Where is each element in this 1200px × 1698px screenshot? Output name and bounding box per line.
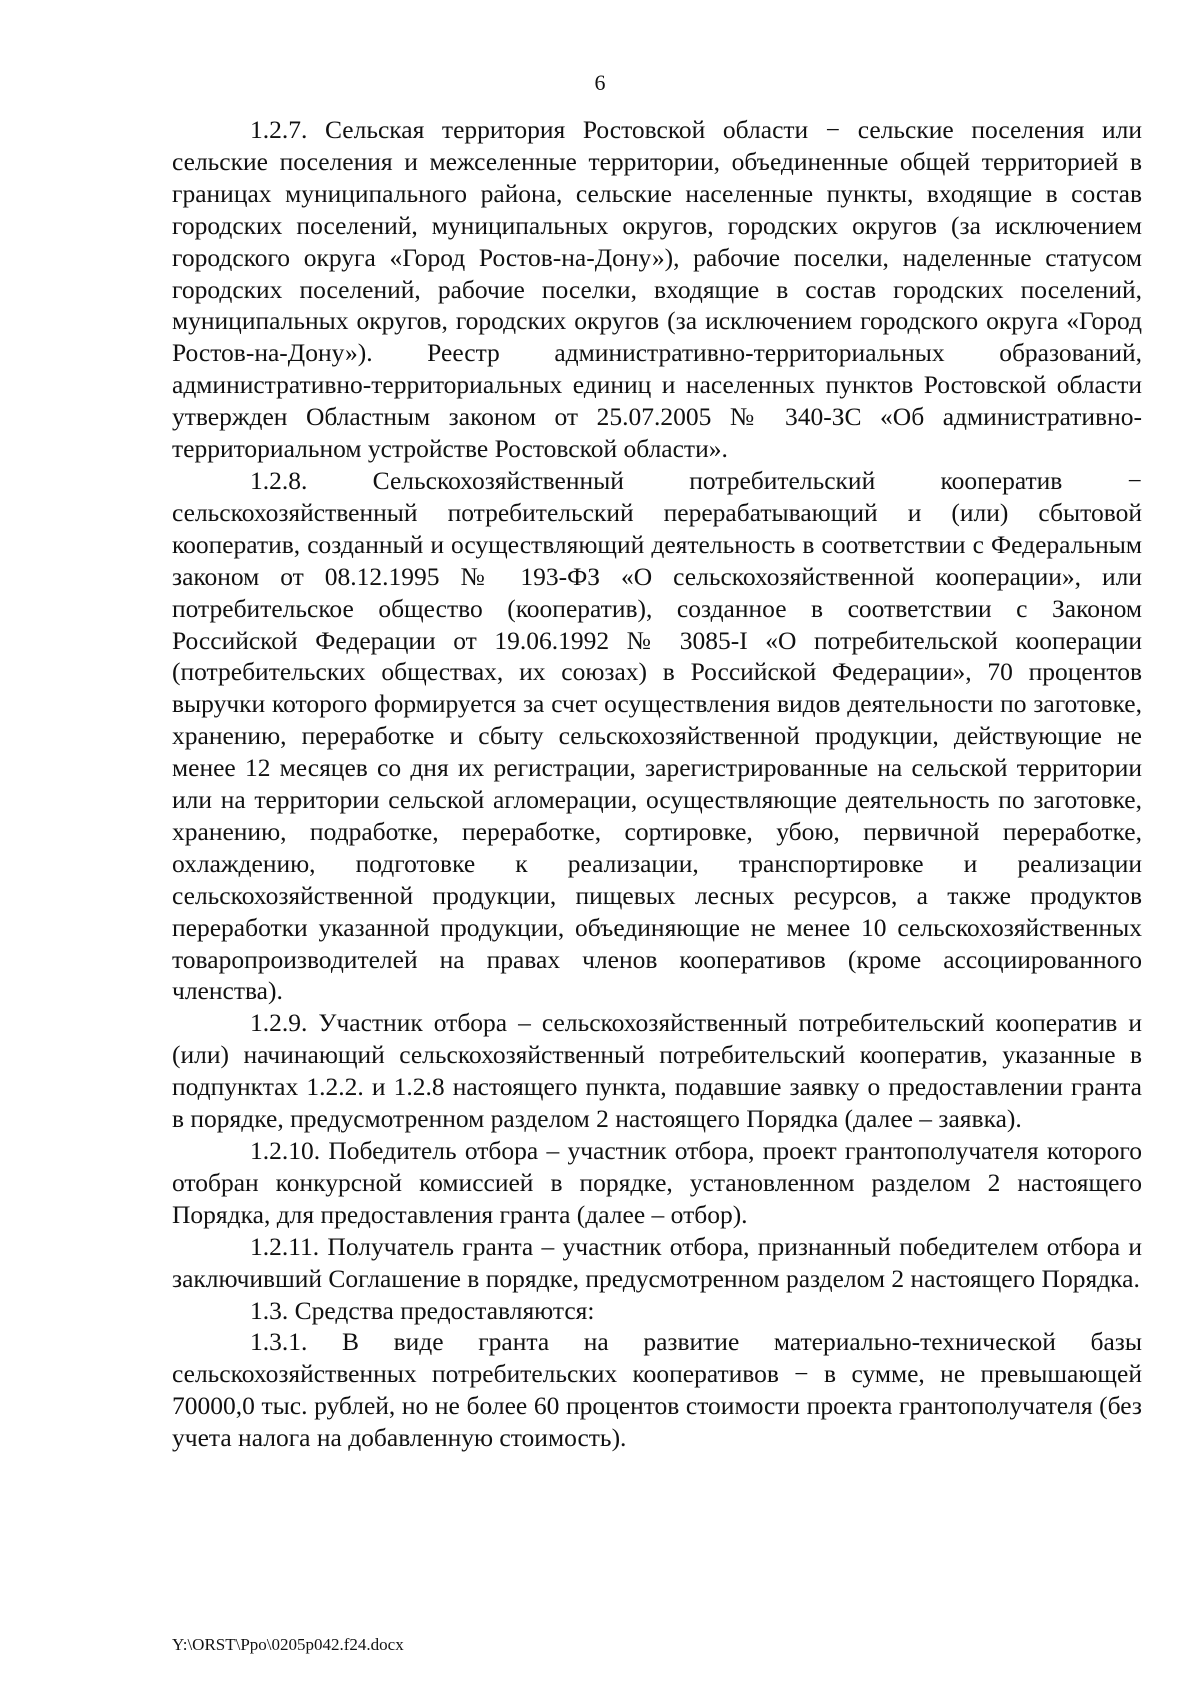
document-body bbox=[172, 114, 1142, 1454]
paragraph-1-2-8: 1.2.8. Сельскохозяйственный потребительский кооператив − сельскохозяйственный потребительский перерабатывающий и (или) сбытовой кооператив, созданный и осуществляющий деятельность в соответствии с Федеральным законом от 08.12.1995 № 193-ФЗ «О сельскохозяйственной кооперации», или потребительское общество (кооператив), созданное в соответствии с Законом Российской Федерации от 19.06.1992 № 3085-I «О потребительской кооперации (потребительских обществах, их союзах) в Российской Федерации», 70 процентов выручки которого формируется за счет осуществления видов деятельности по заготовке, хранению, переработке и сбыту сельскохозяйственной продукции, действующие не менее 12 месяцев со дня их регистрации, зарегистрированные на сельской территории или на территории сельской агломерации, осуществляющие деятельность по заготовке, хранению, подработке, переработке, сортировке, убою, первичной переработке, охлаждению, подготовке к реализации, транспортировке и реализации сельскохозяйственной продукции, пищевых лесных ресурсов, а также продуктов переработки указанной продукции, объединяющие не менее 10 сельскохозяйственных товаропроизводителей на правах членов кооперативов (кроме ассоциированного членства). bbox=[172, 465, 1142, 1006]
paragraph-1-3: 1.3. Средства предоставляются: bbox=[250, 1295, 595, 1325]
file-path-footer: Y:\ORST\Ppo\0205p042.f24.docx bbox=[172, 1635, 404, 1654]
paragraph-1-3-1: 1.3.1. В виде гранта на развитие материально-технической базы сельскохозяйственных потребительских кооперативов − в сумме, не превышающей 70000,0 тыс. рублей, но не более 60 процентов стоимости проекта грантополучателя (без учета налога на добавленную стоимость). bbox=[172, 1327, 1142, 1453]
paragraph-1-2-9: 1.2.9. Участник отбора – сельскохозяйственный потребительский кооператив и (или) начинающий сельскохозяйственный потребительский кооператив, указанные в подпунктах 1.2.2. и 1.2.8 настоящего пункта, подавшие заявку о предоставлении гранта в порядке, предусмотренном разделом 2 настоящего Порядка (далее – заявка). bbox=[172, 1008, 1142, 1134]
page-number: 6 bbox=[594, 70, 606, 95]
paragraph-1-2-7: 1.2.7. Сельская территория Ростовской области − сельские поселения или сельские поселения и межселенные территории, объединенные общей территорией в границах муниципального района, сельские населенные пункты, входящие в состав городских поселений, муниципальных округов, городских округов (за исключением городского округа «Город Ростов-на-Дону»), рабочие поселки, наделенные статусом городских поселений, рабочие поселки, входящие в состав городских поселений, муниципальных округов, городских округов (за исключением городского округа «Город Ростов-на-Дону»). Реестр административно-территориальных образований, административно-территориальных единиц и населенных пунктов Ростовской области утвержден Областным законом от 25.07.2005 № 340-ЗС «Об административно-территориальном устройстве Ростовской области». bbox=[172, 115, 1142, 464]
paragraph-1-2-11: 1.2.11. Получатель гранта – участник отбора, признанный победителем отбора и заключивший Соглашение в порядке, предусмотренном разделом 2 настоящего Порядка. bbox=[172, 1231, 1142, 1293]
paragraph-1-2-10: 1.2.10. Победитель отбора – участник отбора, проект грантополучателя которого отобран конкурсной комиссией в порядке, установленном разделом 2 настоящего Порядка, для предоставления гранта (далее – отбор). bbox=[172, 1136, 1142, 1229]
